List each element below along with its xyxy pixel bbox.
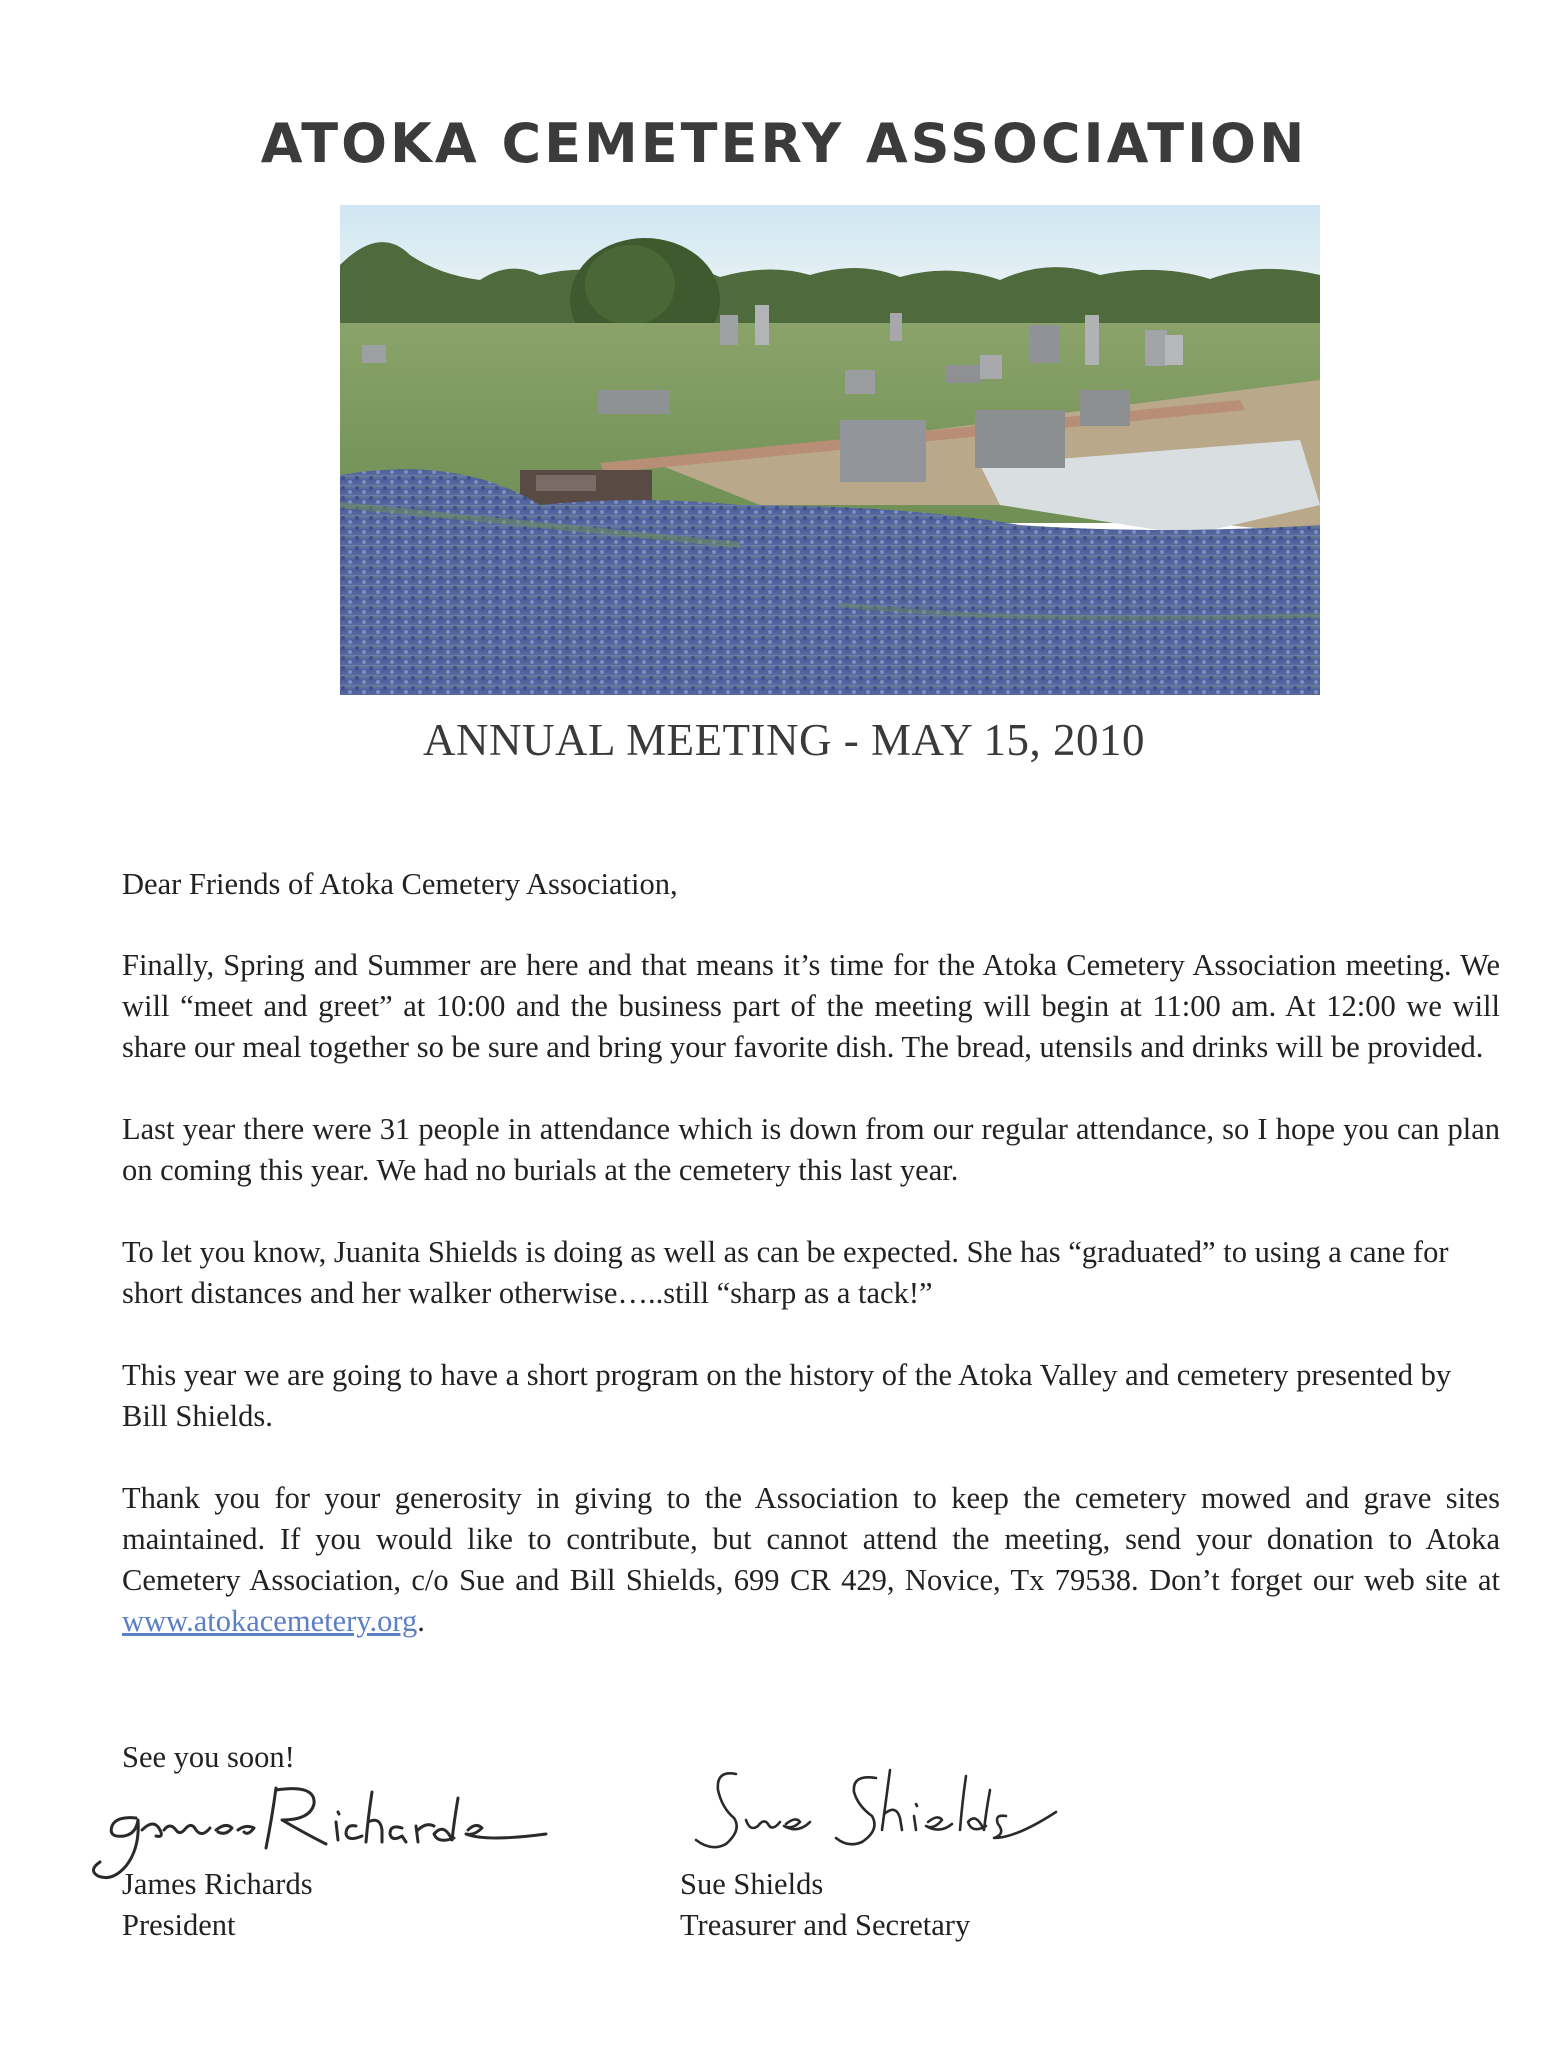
cemetery-photo-icon bbox=[340, 205, 1320, 695]
signature-sue-shields bbox=[676, 1760, 1076, 1870]
paragraph-donation bbox=[122, 1478, 1500, 1642]
signer-james-richards bbox=[122, 1864, 313, 1946]
signer-role: President bbox=[122, 1908, 236, 1942]
signer-sue-shields bbox=[680, 1864, 970, 1946]
closing: See you soon! bbox=[122, 1740, 295, 1774]
paragraph-program: This year we are going to have a short program on the history of the Atoka Valley and cemetery presented by Bill Shields. bbox=[122, 1358, 1452, 1433]
donation-text-end: . bbox=[417, 1604, 425, 1638]
page-title: ATOKA CEMETERY ASSOCIATION bbox=[260, 112, 1308, 175]
signature-icon bbox=[676, 1760, 1076, 1870]
paragraph-meeting-details: Finally, Spring and Summer are here and that means it’s time for the Atoka Cemetery Association meeting. We will “meet and greet” at 10:00 and the business part of the meeting will begin at 11:00 am. At 12:00 we will share our meal together so be sure and bring your favorite dish. The bread, utensils and drinks will be provided. bbox=[122, 948, 1500, 1064]
website-link[interactable]: www.atokacemetery.org bbox=[122, 1604, 418, 1638]
meeting-heading: ANNUAL MEETING - MAY 15, 2010 bbox=[423, 715, 1145, 765]
signer-name: Sue Shields bbox=[680, 1867, 824, 1901]
donation-text: Thank you for your generosity in giving to the Association to keep the cemetery mowed and grave sites maintained. If you would like to contribute, but cannot attend the meeting, send your donation to Atoka Cemetery Association, c/o Sue and Bill Shields, 699 CR 429, Novice, Tx 79538. Don’t forget our web site at bbox=[122, 1481, 1500, 1597]
signer-role: Treasurer and Secretary bbox=[680, 1908, 971, 1942]
signer-name: James Richards bbox=[122, 1867, 313, 1901]
cemetery-photo bbox=[340, 205, 1320, 695]
paragraph-attendance: Last year there were 31 people in attendance which is down from our regular attendance, so I hope you can plan on coming this year. We had no burials at the cemetery this last year. bbox=[122, 1112, 1500, 1187]
salutation: Dear Friends of Atoka Cemetery Association, bbox=[122, 867, 678, 901]
paragraph-juanita: To let you know, Juanita Shields is doing as well as can be expected. She has “graduated” to using a cane for short distances and her walker otherwise…..still “sharp as a tack!” bbox=[122, 1235, 1449, 1310]
letter-body bbox=[122, 864, 1500, 1683]
